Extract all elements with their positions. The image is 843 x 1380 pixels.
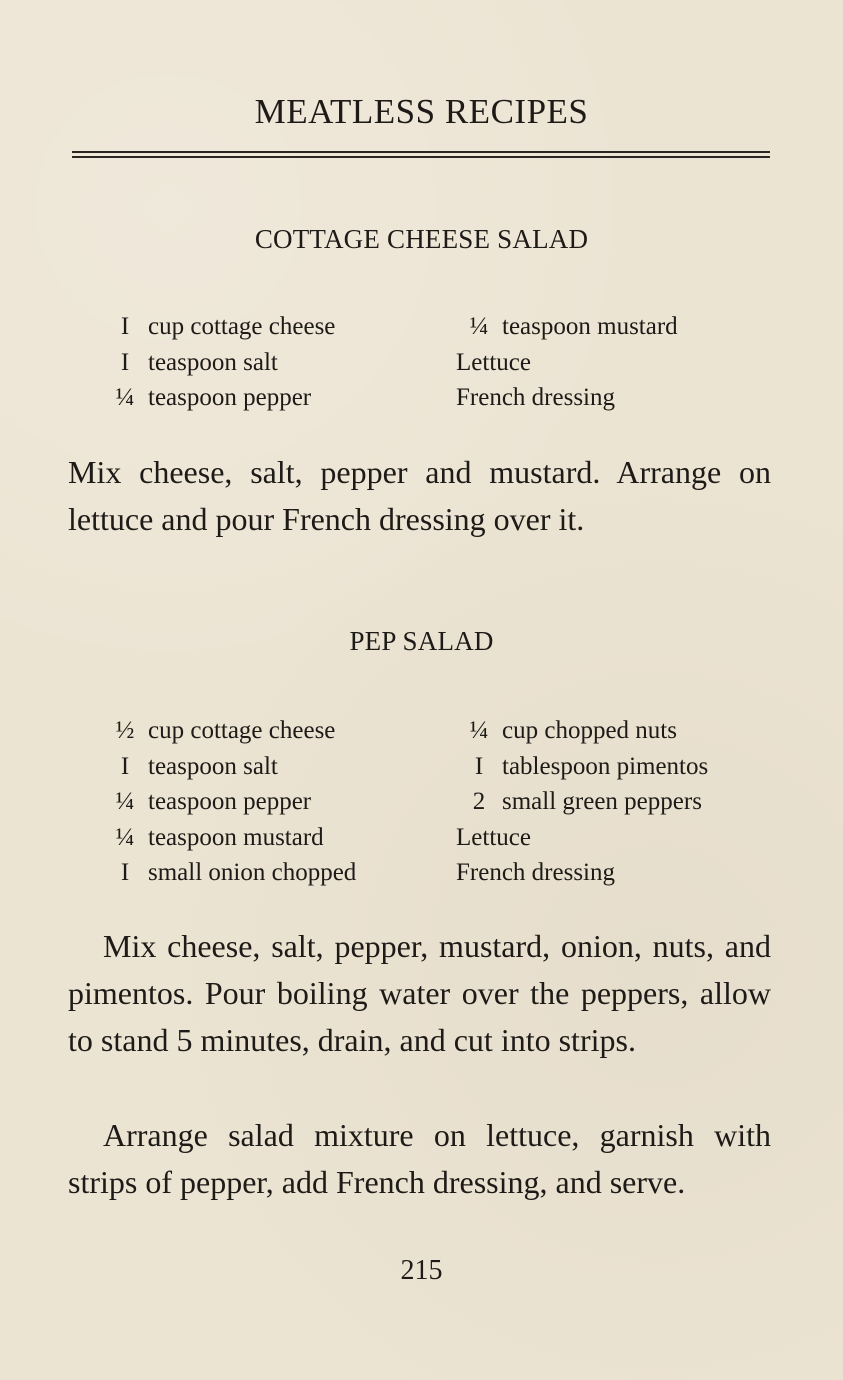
ingredient-list-cottage-cheese-salad: [102, 309, 782, 416]
recipe-instructions-pep-salad-part-1: Mix cheese, salt, pepper, mustard, onion, nuts, and pimentos. Pour boiling water over the peppers, allow to stand 5 minutes, drain, and cut into strips.: [68, 928, 771, 1058]
ingredient-name: cup cottage cheese: [148, 313, 336, 340]
ingredient-list-pep-salad: [102, 713, 782, 891]
ingredient-name: small onion chopped: [148, 859, 357, 886]
ingredient-quantity: ¼: [115, 823, 135, 851]
ingredient-name: French dressing: [456, 384, 615, 411]
ingredient-row: [102, 784, 782, 820]
running-head: MEATLESS RECIPES: [254, 92, 589, 131]
ingredient-name: teaspoon salt: [148, 348, 278, 376]
ingredient-quantity: I: [120, 348, 130, 376]
ingredient-name: French dressing: [456, 859, 615, 886]
ingredient-quantity: ¼: [115, 788, 135, 815]
ingredient-quantity: I: [120, 313, 130, 340]
recipe-instructions-cottage-cheese-salad: Mix cheese, salt, pepper and mustard. Arrange on lettuce and pour French dressing over it.: [68, 454, 771, 537]
recipe-title-pep-salad: PEP SALAD: [349, 626, 494, 656]
ingredient-row: [102, 345, 782, 381]
ingredient-row: [102, 309, 782, 345]
ingredient-row: [102, 820, 782, 856]
ingredient-row: [102, 855, 782, 891]
ingredient-row: [102, 380, 782, 416]
recipe-title-cottage-cheese-salad: COTTAGE CHEESE SALAD: [254, 224, 589, 254]
ingredient-name: teaspoon pepper: [148, 384, 312, 411]
header-rule: [72, 151, 770, 158]
ingredient-name: teaspoon mustard: [502, 313, 678, 340]
ingredient-quantity: ¼: [469, 313, 489, 340]
ingredient-quantity: ¼: [469, 717, 489, 744]
ingredient-name: tablespoon pimentos: [502, 752, 709, 780]
ingredient-row: [102, 713, 782, 749]
ingredient-name: small green peppers: [502, 788, 702, 815]
ingredient-name: Lettuce: [456, 823, 531, 851]
ingredient-quantity: ¼: [115, 384, 135, 411]
ingredient-name: teaspoon salt: [148, 752, 278, 780]
ingredient-name: cup chopped nuts: [502, 717, 677, 744]
ingredient-name: teaspoon mustard: [148, 823, 324, 851]
page-number: 215: [400, 1255, 443, 1286]
ingredient-quantity: I: [120, 859, 130, 886]
ingredient-name: Lettuce: [456, 348, 531, 376]
ingredient-quantity: I: [474, 752, 484, 780]
ingredient-name: cup cottage cheese: [148, 717, 336, 744]
ingredient-name: teaspoon pepper: [148, 788, 312, 815]
recipe-instructions-pep-salad-part-2: Arrange salad mixture on lettuce, garnish with strips of pepper, add French dressing, and serve.: [68, 1117, 771, 1200]
ingredient-quantity: 2: [472, 788, 486, 815]
ingredient-row: [102, 749, 782, 785]
ingredient-quantity: I: [120, 752, 130, 780]
ingredient-quantity: ½: [115, 717, 135, 744]
